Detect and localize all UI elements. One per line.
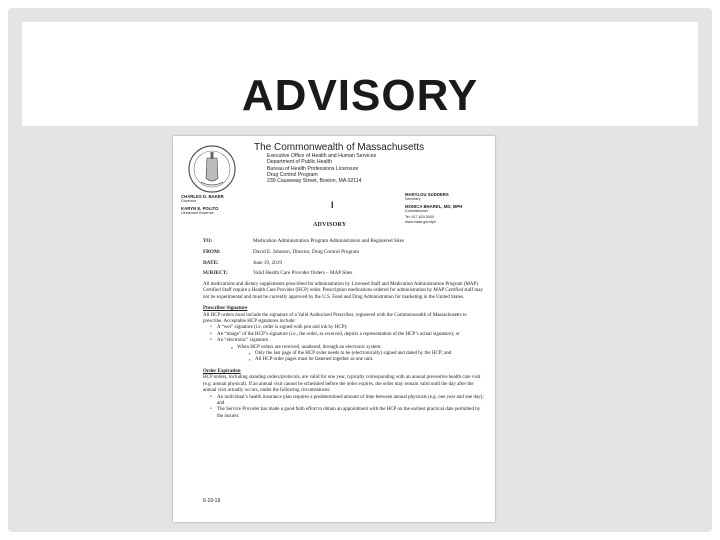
official-name: MARYLOU SUDDERS	[405, 192, 449, 197]
right-officials	[405, 192, 491, 224]
memo-value: Medication Administration Program Administrators and Registered Sites	[253, 238, 404, 244]
memo-value: David E. Johnson, Director, Drug Control Program	[253, 248, 359, 255]
memo-label: DATE:	[203, 259, 219, 266]
memo-label: SUBJECT:	[203, 270, 228, 277]
list-item: o When HCP orders are received, unaltered, through an electronic system:	[203, 345, 485, 351]
section-heading-prescriber: Prescriber Signature	[203, 306, 248, 312]
official-name: CHARLES D. BAKER	[181, 194, 224, 199]
list-item: • An “image” of the HCP’s signature (i.e., the order, as received, depicts a representation of the HCP’s actual signature); or	[203, 332, 485, 338]
memo-label: TO:	[203, 238, 213, 244]
section-heading-expiration: Order Expiration	[203, 368, 241, 374]
list-item: ▪ All HCP order pages must be fastened together as one unit.	[203, 357, 485, 363]
official-name: MONICA BHAREL, MD, MPH	[405, 203, 463, 209]
letterhead-line: Executive Office of Health and Human Services	[267, 153, 377, 159]
signature-list	[203, 325, 485, 363]
document-heading: ADVISORY	[313, 222, 347, 228]
memo-row-from	[203, 247, 483, 258]
memo-value: June 19, 2019	[253, 259, 282, 266]
list-item: • An individual’s health insurance plan requires a predetermined amount of time between annual physicals (e.g. one year and one day); and	[203, 395, 485, 408]
letterhead	[249, 142, 489, 184]
expiration-paragraph: HCP orders, including standing orders/protocols, are valid for one year, typically corresponding with an annual preventive health care visit (e.g. annual physical). If an annual visit cannot be scheduled before the order expires, the order may remain valid until the day after the annual visit actually occurs, under the following circumstances:	[203, 375, 481, 394]
memo-label: FROM:	[203, 248, 221, 255]
massachusetts-seal-icon	[187, 144, 237, 194]
memo-value: Valid Health Care Provider Orders – MAP Sites	[253, 270, 353, 277]
letterhead-line: Bureau of Health Professions Licensure	[267, 165, 359, 172]
intro-paragraph: All medications and dietary supplements prescribed for administration by Licensed Staff and Medication Administration Program (MAP) Certified Staff require a Health Care Provider (HCP) order. Prescription medications ordered for administration by MAP Certified staff may not be experimental and must be currently approved by the U.S. Food and Drug Administration for marketing in the United States.	[203, 282, 483, 300]
letterhead-title: The Commonwealth of Massachusetts	[254, 142, 425, 153]
official-title: Commissioner	[405, 208, 428, 213]
list-item: • The Service Provider has made a good faith effort to obtain an appointment with the HCP on the earliest practical date permitted by the insurer.	[203, 407, 485, 420]
letterhead-line: Department of Public Health	[267, 159, 332, 166]
memo-row-date	[203, 258, 483, 269]
list-item: • A “wet” signature (i.e. order is signed with pen and ink by HCP);	[203, 325, 485, 331]
list-item: ▪ Only the last page of the HCP order needs to be (electronically) signed and dated by the HCP; and	[203, 351, 485, 357]
letterhead-line: 239 Causeway Street, Boston, MA 02114	[267, 178, 362, 185]
footer-date: 6-19-19	[203, 498, 221, 504]
document-body	[203, 282, 485, 420]
official-name: KARYN E. POLITO	[181, 205, 219, 211]
slide-title: ADVISORY	[241, 71, 479, 120]
memo-header	[203, 236, 483, 279]
letterhead-line: Drug Control Program	[267, 171, 318, 178]
expiration-list	[203, 395, 485, 421]
advisory-document-page	[173, 136, 495, 522]
memo-row-to	[203, 236, 483, 247]
title-panel	[22, 22, 698, 126]
memo-row-subject	[203, 268, 483, 279]
official-title: Lieutenant Governor	[181, 210, 214, 215]
official-title: Governor	[181, 199, 196, 203]
text-cursor-mark: I	[331, 200, 334, 210]
contact-web: www.mass.gov/dph	[405, 219, 436, 224]
prescriber-paragraph: All HCP orders must include the signature of a Valid Authorized Prescriber, registered with the Commonwealth of Massachusetts to prescribe. Acceptable HCP signatures include:	[203, 312, 467, 325]
contact-tel: Tel: 617-624-5000	[405, 215, 434, 220]
list-item: • An “electronic” signature.	[203, 338, 485, 344]
left-officials	[181, 194, 251, 217]
official-title: Secretary	[405, 197, 421, 201]
